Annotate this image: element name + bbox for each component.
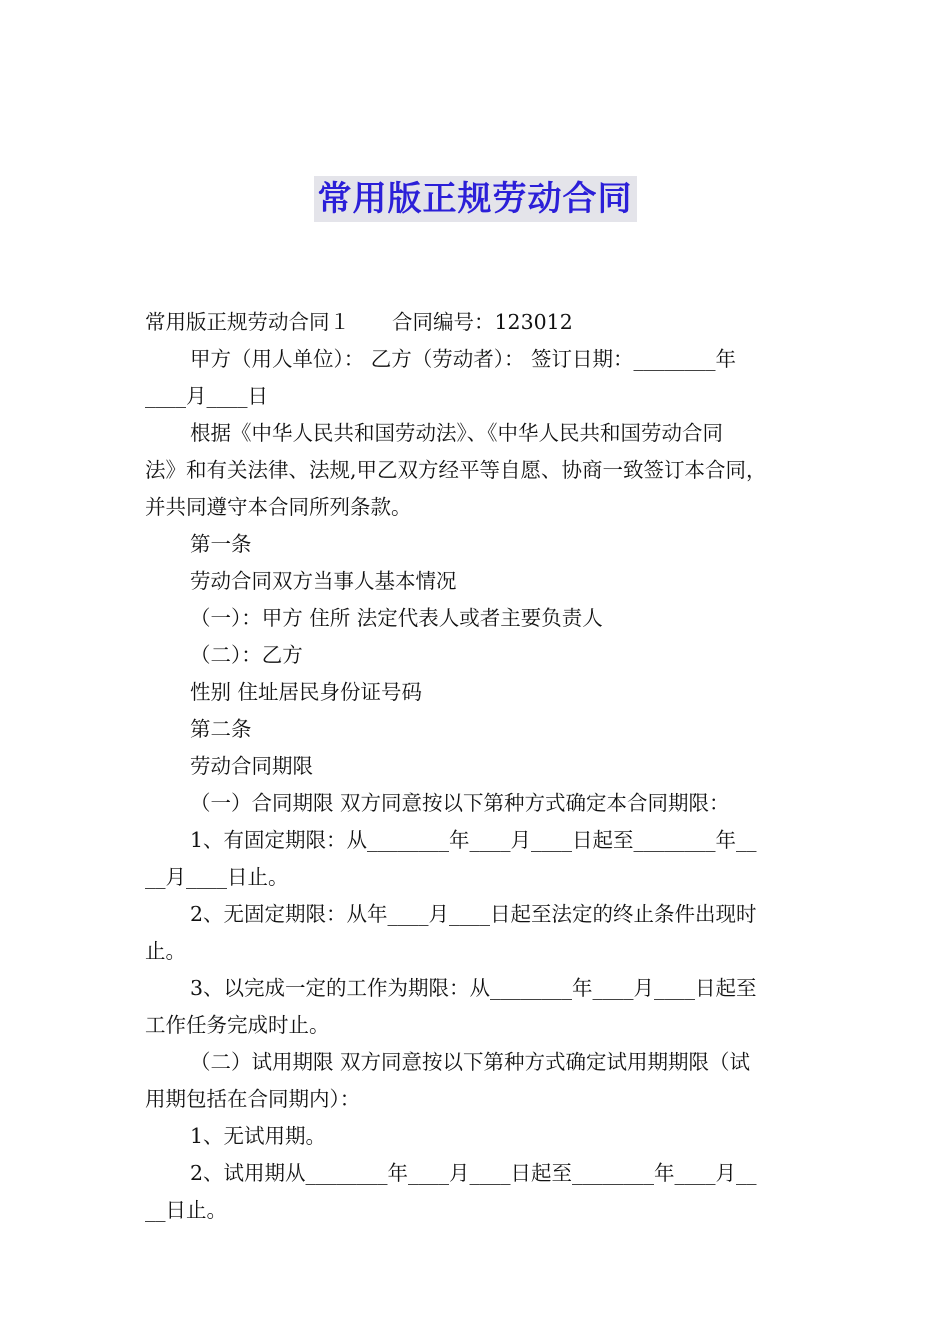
paragraph-line: （二）：乙方 [190, 643, 303, 667]
document-body [145, 304, 813, 1229]
document-name: 常用版正规劳动合同１ [145, 310, 350, 334]
paragraph-line: 工作任务完成时止。 [145, 1013, 330, 1037]
article-heading: 第一条 [190, 532, 252, 556]
paragraph-line: 2、试用期从________年____月____日起至________年____月__ [190, 1161, 757, 1185]
section-heading: 劳动合同双方当事人基本情况 [190, 569, 457, 593]
paragraph-line: 并共同遵守本合同所列条款。 [145, 495, 412, 519]
paragraph-line: 1、有固定期限：从________年____月____日起至________年__ [190, 828, 757, 852]
paragraph-line: 根据《中华人民共和国劳动法》、《中华人民共和国劳动合同 [190, 421, 723, 445]
document-title: 常用版正规劳动合同 [314, 176, 637, 222]
header-line [145, 304, 813, 341]
paragraph-line: 止。 [145, 939, 186, 963]
title-container [0, 176, 950, 222]
section-heading: 劳动合同期限 [190, 754, 313, 778]
paragraph-line: （一）：甲方 住所 法定代表人或者主要负责人 [190, 606, 603, 630]
paragraph-line: __月____日止。 [145, 865, 289, 889]
paragraph-line: ____月____日 [145, 384, 268, 408]
article-heading: 第二条 [190, 717, 252, 741]
paragraph-line: （一）合同期限 双方同意按以下第种方式确定本合同期限： [190, 791, 730, 815]
contract-number: 合同编号：123012 [392, 310, 573, 334]
paragraph-line: （二）试用期限 双方同意按以下第种方式确定试用期期限（试 [190, 1050, 751, 1074]
paragraph-line: __日止。 [145, 1198, 227, 1222]
paragraph-line: 1、无试用期。 [190, 1124, 327, 1148]
paragraph-line: 性别 住址居民身份证号码 [190, 680, 423, 704]
paragraph-line: 2、无固定期限：从年____月____日起至法定的终止条件出现时 [190, 902, 757, 926]
paragraph-line: 3、以完成一定的工作为期限：从________年____月____日起至 [190, 976, 757, 1000]
paragraph-line: 用期包括在合同期内）： [145, 1087, 361, 1111]
paragraph-line: 法》和有关法律、法规,甲乙双方经平等自愿、协商一致签订本合同， [145, 458, 767, 482]
paragraph-line: 甲方（用人单位）： 乙方（劳动者）： 签订日期：________年 [190, 347, 737, 371]
